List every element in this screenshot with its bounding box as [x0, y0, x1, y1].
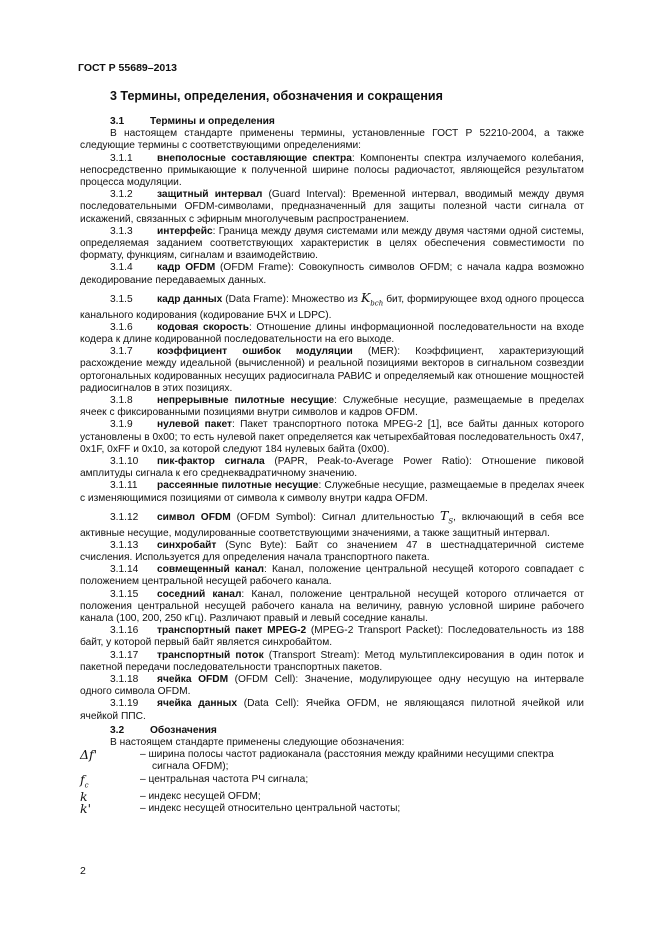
term-number: 3.1.15 — [110, 588, 139, 600]
term-number: 3.1.12 — [110, 511, 139, 523]
term-text: (Data Cell): Ячейка OFDM, не являющаяся пилотной ячейкой или ячейкой ППС. — [80, 698, 584, 722]
symbol-description: – ширина полосы частот радиоканала (расстояния между крайними несущими спектра сигнала OFDM); — [140, 749, 554, 773]
symbol: k — [80, 789, 88, 805]
term-definition — [80, 262, 584, 286]
term-number: 3.1.17 — [110, 649, 139, 661]
term-text: : Отношение длины информационной последовательности на входе кодера к длине кодированной последовательности на его выходе. — [80, 321, 584, 345]
term-definition — [80, 540, 584, 564]
term-name: ячейка данных — [157, 698, 238, 710]
term-text: : Канал, положение центральной несущей которого совпадает с положением центральной несущей рабочего канала. — [80, 564, 584, 588]
term-definition — [80, 564, 584, 588]
section-title: 3 Термины, определения, обозначения и сокращения — [110, 89, 443, 103]
term-text: (Guard Interval): Временной интервал, вводимый между двумя последовательными OFDM-символами, предназначенный для защиты полезной части сигнала от искажений, связанных с эфирным многолучевым распространением. — [80, 189, 584, 225]
symbol: Δf' — [80, 747, 98, 763]
terms-list — [80, 153, 584, 723]
term-text: (OFDM Frame): Совокупность символов OFDM; с начала кадра возможно декодирование передаваемых данных. — [80, 262, 585, 286]
document-header: ГОСТ Р 55689–2013 — [78, 62, 177, 74]
term-number: 3.1.3 — [110, 225, 133, 237]
paragraph-intro: В настоящем стандарте применены термины, установленные ГОСТ Р 52210-2004, а также следующие термины с соответствующими определениями: — [80, 128, 584, 152]
term-definition — [80, 346, 584, 395]
term-name: непрерывные пилотные несущие — [157, 394, 335, 406]
term-text: : Пакет транспортного потока MPEG-2 [1], все байты данных которого установлены в 0х00; то есть нулевой пакет определяется как четырехбайтовая последовательность 0х47, 0х1F, 0хFF и 0х10, за которой следуют 184 нулевых байта (0х00). — [80, 419, 584, 455]
term-name: транспортный поток — [157, 649, 264, 661]
term-definition — [80, 322, 584, 346]
subsection-heading-3-1: 3.1 Термины и определения — [110, 116, 275, 127]
paragraph-symbols-intro: В настоящем стандарте применены следующие обозначения: — [110, 736, 405, 748]
term-number: 3.1.14 — [110, 564, 139, 576]
term-text: : Служебные несущие, размещаемые в пределах ячеек с изменяющимися позициями от символа к символу внутри кадра OFDM. — [80, 480, 584, 504]
term-name: кадр OFDM — [157, 262, 216, 274]
term-text: (OFDM Cell): Значение, модулирующее одну несущую на интервале одного символа OFDM. — [80, 673, 585, 698]
term-name: нулевой пакет — [157, 419, 233, 431]
term-name: соседний канал — [157, 588, 242, 600]
term-name: рассеянные пилотные несущие — [157, 480, 319, 492]
term-name: внеполосные составляющие спектра — [157, 152, 352, 164]
term-definition — [80, 419, 584, 456]
term-number: 3.1.9 — [110, 419, 133, 431]
term-text: (MER): Коэффициент, характеризующий расхождение между идеальной (вычисленной) и реальной позициями векторов в сигнальном созвездии ортогональных кодированных несущих радиосигнала РАВИС и определяемый как отношение мощностей радиосигналов в этих позициях. — [80, 346, 584, 394]
term-definition — [80, 507, 584, 540]
page-number: 2 — [80, 865, 86, 877]
term-text: : Служебные несущие, размещаемые в пределах ячеек с фиксированными позициями внутри символов и кадров OFDM. — [80, 394, 584, 419]
term-number: 3.1.8 — [110, 394, 133, 406]
term-number: 3.1.13 — [110, 539, 139, 551]
symbols-list — [80, 749, 584, 816]
term-name: защитный интервал — [157, 189, 263, 201]
term-definition — [80, 289, 585, 322]
term-definition — [80, 153, 584, 190]
symbol: $f_c$ — [80, 771, 89, 790]
symbol-description: – индекс несущей OFDM; — [140, 791, 261, 803]
term-definition — [80, 480, 584, 504]
term-text: (MPEG-2 Transport Packet): Последовательность из 188 байт, у которой первый байт является синхробайтом. — [80, 625, 584, 649]
term-definition — [80, 395, 584, 419]
math-symbol: $K_{bch}$ — [360, 289, 384, 308]
term-text: : Компоненты спектра излучаемого колебания, непосредственно примыкающие к полученной ширине полосы радиочастот, являющейся результатом процесса модуляции. — [80, 152, 584, 189]
term-number: 3.1.19 — [110, 698, 139, 710]
term-name: транспортный пакет MPEG-2 — [157, 625, 307, 637]
term-text-continued: бит, формирующее вход одного процесса канального кодирования (кодирование БЧХ и LDPC). — [80, 293, 585, 321]
term-definition — [80, 650, 584, 674]
term-number: 3.1.10 — [110, 455, 139, 467]
term-name: пик-фактор сигнала — [157, 455, 265, 467]
math-symbol: $T_S$ — [439, 507, 454, 526]
term-name: ячейка OFDM — [157, 673, 229, 685]
symbol-definition — [80, 749, 584, 773]
term-text-continued: , включающий в себя все активные несущие, модулированные соответствующими значениями, а также защитный интервал. — [80, 511, 584, 539]
term-number: 3.1.2 — [110, 189, 133, 201]
term-text: (OFDM Symbol): Сигнал длительностью — [230, 511, 440, 523]
term-definition — [80, 625, 584, 649]
symbol-definition — [80, 803, 584, 815]
symbol-description: – индекс несущей относительно центральной частоты; — [140, 803, 401, 815]
term-definition — [80, 674, 584, 698]
term-text: : Граница между двумя системами или между двумя частями одной системы, определяемая заданием соответствующих характеристик в целях обеспечения совместимости по формату, функциям, сигналам и взаимодействию. — [80, 225, 584, 262]
term-number: 3.1.16 — [110, 625, 139, 637]
term-text: (PAPR, Peak-to-Average Power Ratio): Отношение пиковой амплитуды сигнала к его среднеквадратичному значению. — [80, 455, 584, 480]
term-name: символ OFDM — [157, 511, 231, 523]
term-number: 3.1.5 — [110, 293, 133, 305]
term-name: совмещенный канал — [157, 564, 264, 576]
term-definition — [80, 589, 584, 626]
term-text: (Sync Byte): Байт со значением 47 в шестнадцатеричной системе счисления. Используется для определения начала транспортного пакета. — [80, 539, 584, 563]
term-definition — [80, 698, 584, 722]
term-number: 3.1.11 — [110, 480, 138, 492]
symbol-description: – центральная частота РЧ сигнала; — [140, 773, 309, 785]
term-definition — [80, 456, 584, 480]
term-number: 3.1.4 — [110, 262, 133, 274]
term-definition — [80, 189, 584, 226]
term-name: кадр данных — [157, 293, 223, 305]
term-text: (Data Frame): Множество из — [222, 293, 361, 305]
term-name: интерфейс — [157, 225, 213, 237]
term-name: кодовая скорость — [157, 321, 250, 333]
symbol-definition — [80, 771, 584, 792]
symbol: k' — [80, 801, 92, 817]
term-definition — [80, 226, 584, 263]
term-name: коэффициент ошибок модуляции — [157, 346, 353, 358]
term-number: 3.1.18 — [110, 673, 139, 685]
term-number: 3.1.6 — [110, 321, 133, 333]
term-text: (Transport Stream): Метод мультиплексирования в один поток и пакетной передачи последовательности транспортных пакетов. — [80, 649, 584, 673]
term-number: 3.1.7 — [110, 346, 133, 358]
document-body — [80, 116, 584, 816]
term-number: 3.1.1 — [110, 152, 133, 164]
subsection-heading-3-2: 3.2 Обозначения — [110, 724, 217, 736]
term-text: : Канал, положение центральной несущей которого отличается от положения центральной несущей рабочего канала на величину, равную условной ширине рабочего канала (100, 200, 250 кГц). Различают правый и левый соседние каналы. — [80, 588, 584, 624]
term-name: синхробайт — [157, 539, 217, 551]
symbol-definition — [80, 791, 584, 803]
